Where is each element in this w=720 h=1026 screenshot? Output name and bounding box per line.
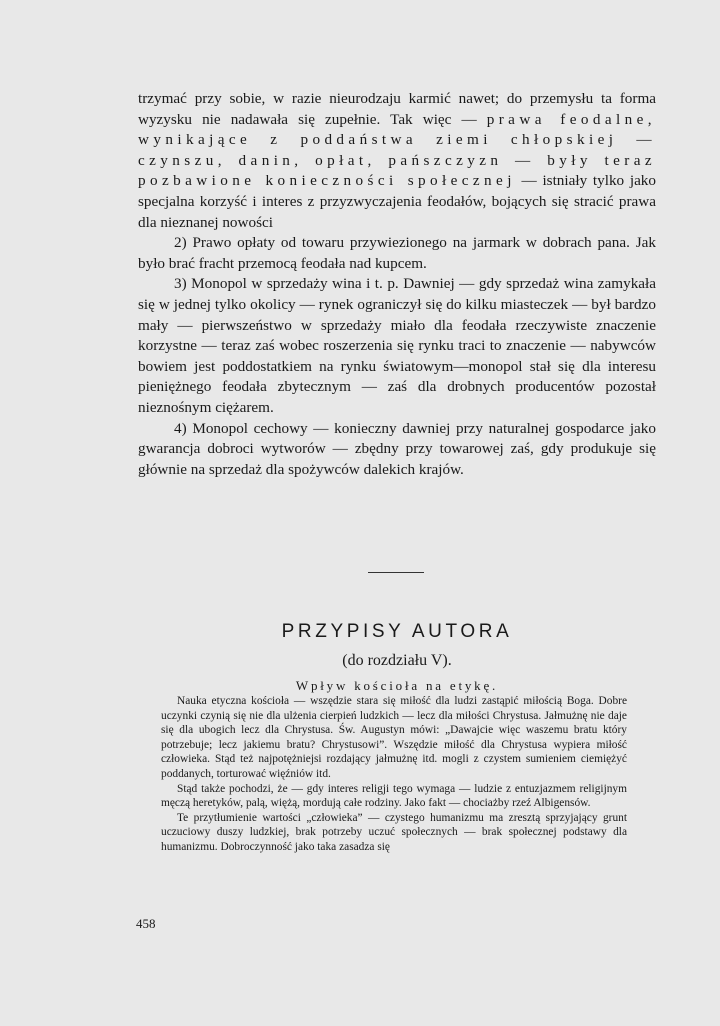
page-number: 458 xyxy=(136,916,156,931)
footnote-paragraph-2: Stąd także pochodzi, że — gdy interes religji tego wymaga — ludzie z entuzjazmem religijnym męczą heretyków, palą, więżą, mordują całe rodziny. Jako fakt — chociażby rzeź Albigensów. xyxy=(161,782,627,810)
paragraph-1-emphasis: prawa feodalne, wynikające z poddaństwa ziemi chłopskiej — czynszu, danin, opłat, pańszczyzn — były teraz pozbawione konieczności społecznej xyxy=(138,110,656,190)
paragraph-1-start: trzymać przy sobie, w razie nieurodzaju karmić nawet; do przemysłu ta forma wyzysku nie nadawała się zupełnie. Tak więc — xyxy=(138,90,656,128)
paragraph-3: 3) Monopol w sprzedaży wina i t. p. Dawniej — gdy sprzedaż wina zamykała się w jednej tylko okolicy — rynek ograniczył się do kilku miasteczek — był bardzo mały — pierwszeństwo w sprzedaży miało dla feodała rzeczywiste znaczenie korzystne — teraz zaś wobec roszerzenia się rynku traci to znaczenie — nabywców bowiem jest poddostatkiem na rynku światowym—monopol stał się dla interesu pieniężnego feodała zbytecznym — zaś dla drobnych producentów pozostał nieznośnym ciężarem. xyxy=(138,275,656,416)
footnote-paragraph-1: Nauka etyczna kościoła — wszędzie stara się miłość dla ludzi zastąpić miłością Boga. Dobre uczynki czynią się nie dla ulżenia cierpień ludzkich — lecz dla miłości Chrystusa. Jałmużnę nie daje się dla ubogich lecz dla Chrystusa. Św. Augustyn mówi: „Dawajcie więc waszemu bratu który potrzebuje; lecz jakiemu bratu? Chrystusowi”. Wszędzie miłość dla Chrystusa wypiera miłość człowieka. Stąd też najpotężniejsi rozdający jałmużnę itd. mogli z czystem sumieniem ciemiężyć poddanych, torturować więźniów itd. xyxy=(161,695,627,780)
footnote-paragraph-3: Te przytłumienie wartości „człowieka” — czystego humanizmu ma zresztą sprzyjający grunt uczuciowy duszy ludzkiej, brak potrzeby uczuć społecznych — brak społecznej podstawy dla humanizmu. Dobroczynność jako taka zasadza się xyxy=(161,811,627,853)
notes-title: PRZYPISY AUTORA xyxy=(281,621,513,642)
section-divider xyxy=(368,572,424,573)
paragraph-1-end: — istniały tylko jako specjalna korzyść i interes z przyzwyczajenia feodałów, bojących się stracić prawa dla nieznanej nowości xyxy=(138,172,656,231)
notes-subtitle: (do rozdziału V). xyxy=(342,652,452,669)
main-text xyxy=(138,89,656,480)
paragraph-2: 2) Prawo opłaty od towaru przywiezionego na jarmark w dobrach pana. Jak było brać fracht przemocą feodała nad kupcem. xyxy=(138,234,656,272)
notes-section-heading: Wpływ kościoła na etykę. xyxy=(295,678,499,693)
paragraph-1 xyxy=(138,89,656,233)
paragraph-4: 4) Monopol cechowy — konieczny dawniej przy naturalnej gospodarce jako gwarancja dobroci wytworów — zbędny przy towarowej zaś, gdy produkuje się głównie na sprzedaż dla spożywców dalekich krajów. xyxy=(138,419,656,478)
footnote-text xyxy=(161,694,627,855)
